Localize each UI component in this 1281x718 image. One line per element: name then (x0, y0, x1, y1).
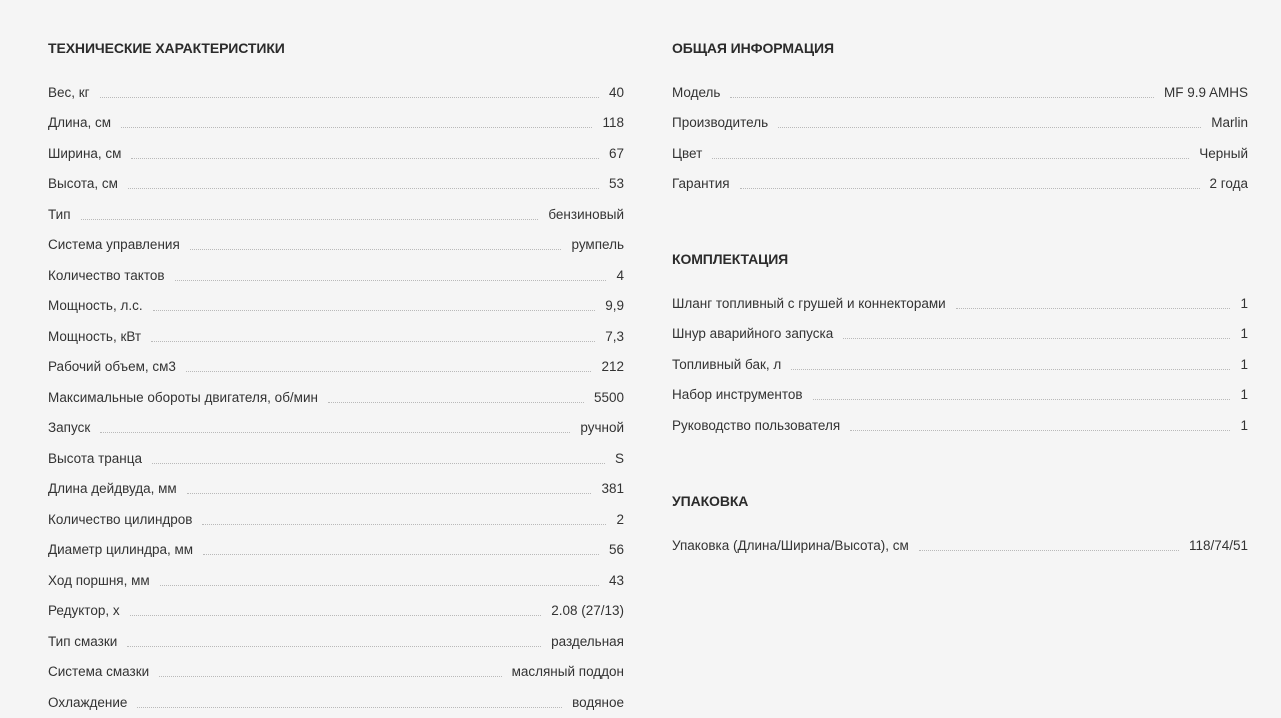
spec-label: Шланг топливный с грушей и коннекторами (672, 295, 946, 311)
technical-specs-section (48, 38, 624, 711)
spec-value: 5500 (593, 389, 624, 405)
dotted-leader (328, 401, 584, 403)
spec-value: ручной (580, 420, 624, 435)
spec-row (48, 467, 624, 498)
spec-label: Руководство пользователя (672, 417, 841, 433)
spec-label: Высота транца (48, 450, 143, 466)
spec-row (672, 70, 1248, 101)
dotted-leader (813, 398, 1231, 400)
spec-value: 1 (1240, 387, 1248, 402)
spec-value: 1 (1240, 417, 1248, 433)
spec-label: Ширина, см (48, 145, 122, 161)
kit-section (672, 249, 1248, 434)
dotted-leader (186, 370, 592, 372)
dotted-leader (778, 126, 1201, 128)
dotted-leader (190, 248, 562, 250)
dotted-leader (100, 431, 570, 433)
spec-label: Диаметр цилиндра, мм (48, 542, 194, 557)
dotted-leader (131, 157, 599, 159)
dotted-leader (130, 614, 542, 616)
spec-row (48, 253, 624, 284)
spec-value: масляный поддон (511, 664, 624, 679)
dotted-leader (151, 340, 595, 342)
dotted-leader (152, 462, 605, 464)
dotted-leader (187, 492, 592, 494)
spec-row (48, 436, 624, 467)
spec-label: Высота, см (48, 176, 118, 191)
dotted-leader (712, 157, 1189, 159)
spec-label: Модель (672, 84, 721, 100)
spec-row (48, 131, 624, 162)
dotted-leader (203, 553, 599, 555)
spec-value: 53 (608, 176, 624, 191)
spec-value: 56 (608, 542, 624, 557)
spec-row (48, 314, 624, 345)
spec-label: Система смазки (48, 664, 150, 679)
dotted-leader (730, 96, 1154, 98)
spec-label: Топливный бак, л (672, 356, 782, 372)
spec-value: 7,3 (605, 328, 624, 344)
dotted-leader (175, 279, 607, 281)
technical-specs-list (48, 70, 624, 711)
spec-value: 43 (608, 572, 624, 588)
spec-row (672, 131, 1248, 162)
dotted-leader (81, 218, 539, 220)
packaging-section (672, 491, 1248, 554)
kit-list (672, 281, 1248, 434)
spec-row (672, 281, 1248, 312)
spec-row (48, 192, 624, 223)
spec-label: Мощность, кВт (48, 328, 142, 344)
spec-label: Тип (48, 206, 71, 222)
spec-label: Запуск (48, 420, 91, 435)
spec-value: MF 9.9 AMHS (1163, 84, 1248, 100)
spec-value: 1 (1240, 295, 1248, 311)
spec-row (672, 342, 1248, 373)
general-info-section (672, 38, 1248, 192)
dotted-leader (843, 337, 1230, 339)
dotted-leader (202, 523, 606, 525)
dotted-leader (956, 307, 1231, 309)
spec-label: Упаковка (Длина/Ширина/Высота), см (672, 537, 909, 553)
spec-value: 212 (601, 359, 624, 374)
spec-row (48, 223, 624, 254)
spec-row (48, 162, 624, 193)
spec-row (672, 523, 1248, 554)
dotted-leader (919, 549, 1179, 551)
spec-value: 67 (608, 145, 624, 161)
spec-row (48, 619, 624, 650)
spec-row (48, 375, 624, 406)
spec-label: Тип смазки (48, 633, 118, 649)
spec-label: Цвет (672, 145, 703, 161)
spec-value: 381 (601, 481, 624, 496)
dotted-leader (159, 675, 501, 677)
spec-value: 118 (602, 115, 624, 130)
general-info-title: ОБЩАЯ ИНФОРМАЦИЯ (672, 40, 834, 56)
spec-row (48, 497, 624, 528)
spec-label: Гарантия (672, 176, 730, 191)
spec-row (48, 284, 624, 315)
spec-value: водяное (572, 694, 624, 710)
spec-row (48, 680, 624, 711)
dotted-leader (100, 96, 599, 98)
spec-row (48, 589, 624, 620)
spec-value: S (614, 450, 624, 466)
spec-value: румпель (571, 237, 624, 252)
spec-label: Мощность, л.с. (48, 298, 143, 313)
spec-value: бензиновый (548, 206, 624, 222)
spec-row (48, 406, 624, 437)
spec-row (48, 558, 624, 589)
spec-value: 9,9 (605, 298, 624, 313)
spec-value: 40 (608, 84, 624, 100)
spec-value: 4 (616, 267, 624, 283)
packaging-list (672, 523, 1248, 554)
spec-label: Ход поршня, мм (48, 572, 150, 588)
dotted-leader (153, 309, 596, 311)
spec-label: Рабочий объем, см3 (48, 359, 176, 374)
dotted-leader (850, 429, 1230, 431)
dotted-leader (121, 126, 592, 128)
spec-value: 1 (1240, 326, 1248, 341)
spec-row (672, 162, 1248, 193)
dotted-leader (137, 706, 562, 708)
spec-value: 118/74/51 (1188, 537, 1248, 553)
spec-label: Количество цилиндров (48, 511, 193, 527)
general-info-list (672, 70, 1248, 192)
spec-label: Редуктор, x (48, 603, 120, 618)
spec-row (672, 101, 1248, 132)
spec-label: Система управления (48, 237, 180, 252)
spec-label: Максимальные обороты двигателя, об/мин (48, 389, 318, 405)
dotted-leader (791, 368, 1230, 370)
dotted-leader (160, 584, 599, 586)
spec-value: 2 года (1209, 176, 1248, 191)
spec-row (48, 101, 624, 132)
packaging-title: УПАКОВКА (672, 493, 749, 509)
dotted-leader (128, 187, 599, 189)
spec-value: Черный (1199, 145, 1248, 161)
spec-label: Набор инструментов (672, 387, 803, 402)
spec-label: Количество тактов (48, 267, 165, 283)
spec-label: Охлаждение (48, 694, 128, 710)
dotted-leader (127, 645, 541, 647)
spec-value: раздельная (551, 633, 624, 649)
spec-label: Длина, см (48, 115, 112, 130)
spec-row (672, 373, 1248, 404)
spec-label: Шнур аварийного запуска (672, 326, 834, 341)
spec-row (672, 403, 1248, 434)
spec-value: 2.08 (27/13) (551, 603, 624, 618)
technical-specs-title: ТЕХНИЧЕСКИЕ ХАРАКТЕРИСТИКИ (48, 40, 285, 56)
spec-value: 1 (1240, 356, 1248, 372)
spec-label: Вес, кг (48, 84, 90, 100)
spec-row (48, 345, 624, 376)
spec-row (48, 528, 624, 559)
kit-title: КОМПЛЕКТАЦИЯ (672, 251, 789, 267)
spec-value: Marlin (1211, 115, 1248, 130)
dotted-leader (740, 187, 1200, 189)
spec-label: Производитель (672, 115, 769, 130)
spec-row (48, 70, 624, 101)
spec-row (672, 312, 1248, 343)
spec-value: 2 (616, 511, 624, 527)
spec-row (48, 650, 624, 681)
spec-label: Длина дейдвуда, мм (48, 481, 177, 496)
